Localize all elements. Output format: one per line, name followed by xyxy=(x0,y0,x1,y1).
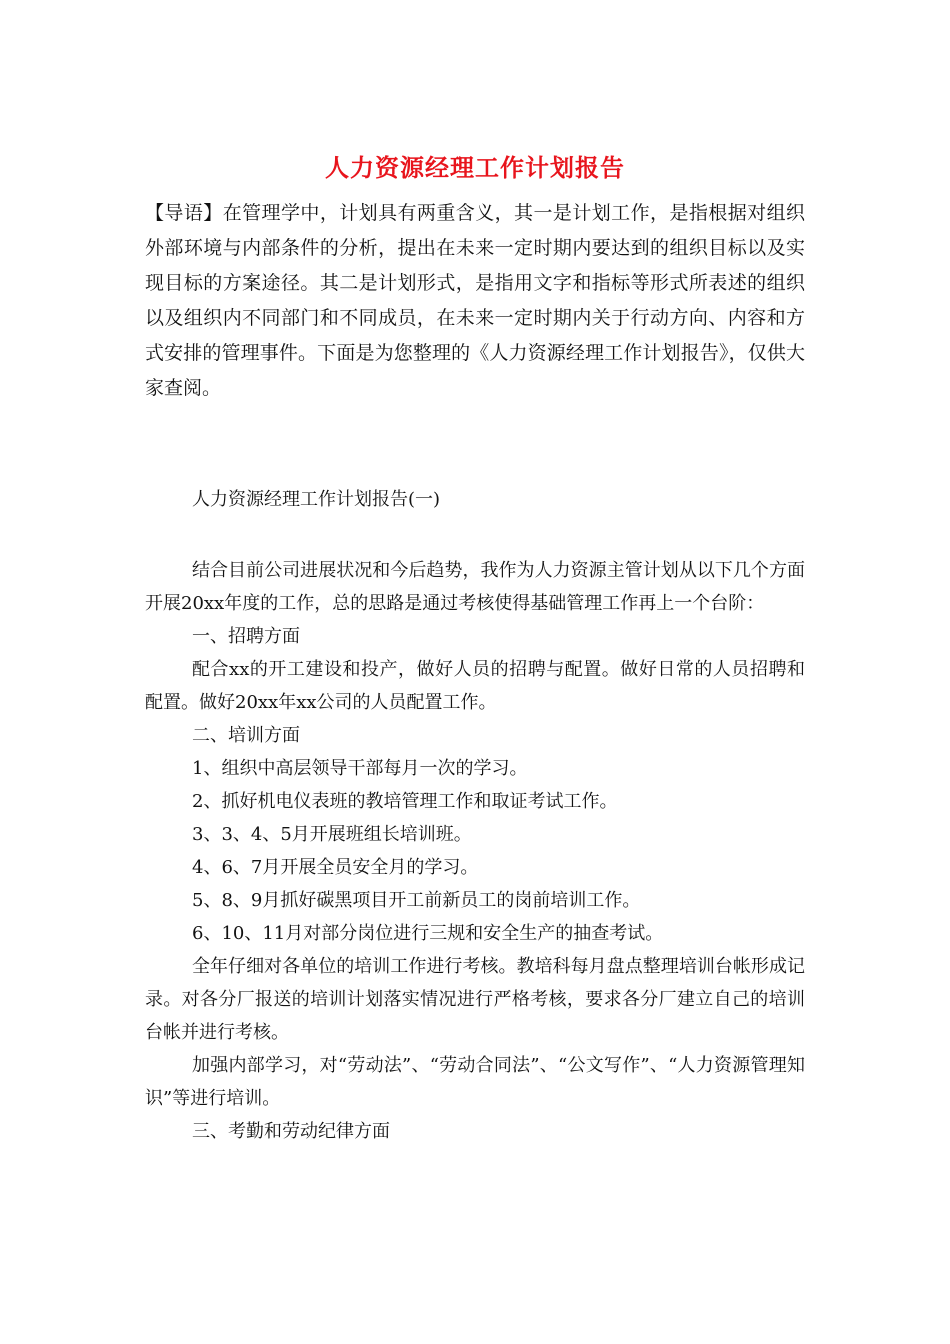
list-item: 6、10、11月对部分岗位进行三规和安全生产的抽查考试。 xyxy=(192,923,664,944)
document-body xyxy=(145,554,805,1148)
intro-paragraph: 【导语】在管理学中，计划具有两重含义，其一是计划工作，是指根据对组织外部环境与内部条件的分析，提出在未来一定时期内要达到的组织目标以及实现目标的方案途径。其二是计划形式，是指用文字和指标等形式所表述的组织以及组织内不同部门和不同成员，在未来一定时期内关于行动方向、内容和方式安排的管理事件。下面是为您整理的《人力资源经理工作计划报告》，仅供大家查阅。 xyxy=(145,202,805,399)
list-item: 5、8、9月抓好碳黑项目开工前新员工的岗前培训工作。 xyxy=(192,890,641,911)
subheading-attendance: 三、考勤和劳动纪律方面 xyxy=(192,1121,390,1142)
body-paragraph-4: 加强内部学习，对“劳动法”、“劳动合同法”、“公文写作”、“人力资源管理知识”等进行培训。 xyxy=(145,1055,805,1109)
subheading-training: 二、培训方面 xyxy=(192,725,300,746)
body-paragraph-3: 全年仔细对各单位的培训工作进行考核。教培科每月盘点整理培训台帐形成记录。对各分厂报送的培训计划落实情况进行严格考核，要求各分厂建立自己的培训台帐并进行考核。 xyxy=(145,956,805,1043)
section-heading: 人力资源经理工作计划报告(一) xyxy=(192,489,441,510)
list-item: 1、组织中高层领导干部每月一次的学习。 xyxy=(192,758,528,779)
body-paragraph-2: 配合xx的开工建设和投产，做好人员的招聘与配置。做好日常的人员招聘和配置。做好20xx年xx公司的人员配置工作。 xyxy=(145,659,805,713)
list-item: 4、6、7月开展全员安全月的学习。 xyxy=(192,857,479,878)
document-title: 人力资源经理工作计划报告 xyxy=(325,153,625,182)
list-item: 2、抓好机电仪表班的教培管理工作和取证考试工作。 xyxy=(192,791,618,812)
body-paragraph-1: 结合目前公司进展状况和今后趋势，我作为人力资源主管计划从以下几个方面开展20xx年度的工作，总的思路是通过考核使得基础管理工作再上一个台阶： xyxy=(145,560,805,614)
list-item: 3、3、4、5月开展班组长培训班。 xyxy=(192,824,472,845)
subheading-recruitment: 一、招聘方面 xyxy=(192,626,300,647)
